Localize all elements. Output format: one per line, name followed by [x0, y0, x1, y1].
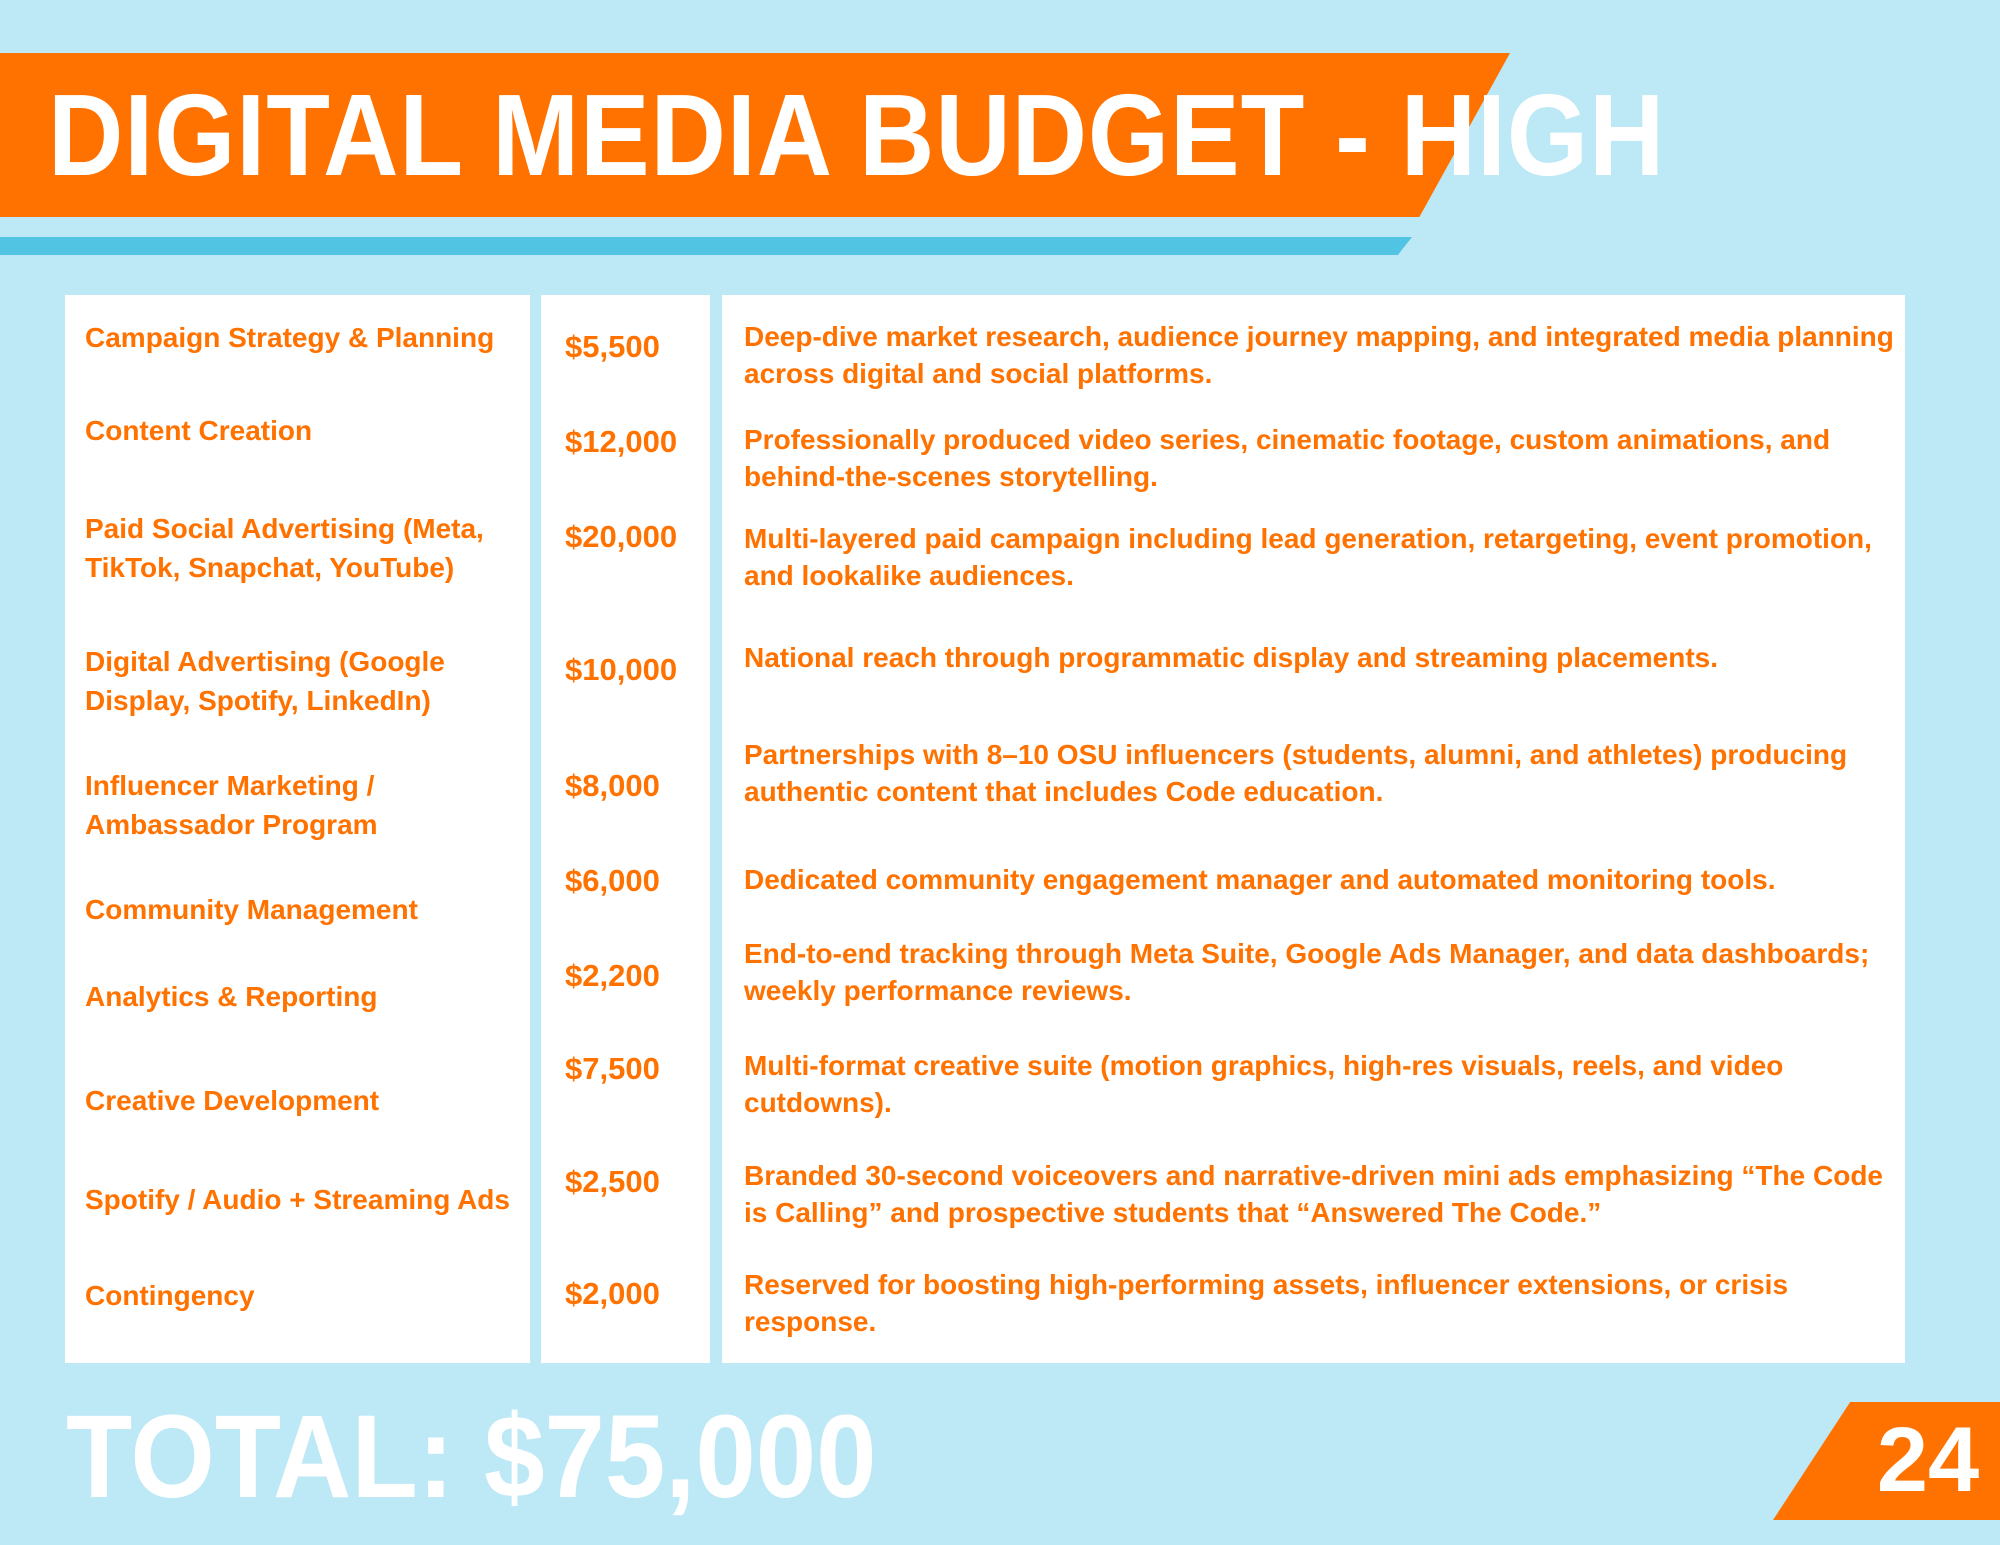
budget-description: Multi-format creative suite (motion graphics, high-res visuals, reels, and video cutdowns). — [744, 1050, 1784, 1118]
budget-category: Contingency — [85, 1280, 255, 1311]
budget-amount: $2,500 — [565, 1164, 660, 1199]
total-amount: TOTAL: $75,000 — [66, 1391, 877, 1523]
budget-category: Community Management — [85, 894, 418, 925]
budget-description: Partnerships with 8–10 OSU influencers (students, alumni, and athletes) producing authentic content that includes Code education. — [744, 739, 1848, 807]
budget-amount: $7,500 — [565, 1051, 660, 1086]
budget-category: Influencer Marketing / Ambassador Program — [85, 770, 378, 840]
budget-description: Reserved for boosting high-performing assets, influencer extensions, or crisis response. — [744, 1269, 1789, 1337]
budget-amount: $20,000 — [565, 519, 678, 554]
budget-amount: $8,000 — [565, 768, 660, 803]
budget-description: Deep-dive market research, audience journey mapping, and integrated media planning across digital and social platforms. — [744, 321, 1894, 389]
budget-amount: $5,500 — [565, 329, 660, 364]
budget-category: Spotify / Audio + Streaming Ads — [85, 1184, 510, 1215]
budget-category: Campaign Strategy & Planning — [85, 322, 495, 353]
budget-amount: $10,000 — [565, 652, 678, 687]
budget-category: Paid Social Advertising (Meta, TikTok, Snapchat, YouTube) — [85, 513, 484, 583]
title-underline-stripe — [0, 237, 1412, 255]
budget-description: Multi-layered paid campaign including lead generation, retargeting, event promotion, and lookalike audiences. — [744, 523, 1872, 591]
budget-category: Analytics & Reporting — [85, 981, 378, 1012]
budget-amount: $12,000 — [565, 424, 678, 459]
budget-amount: $6,000 — [565, 863, 660, 898]
page-number: 24 — [1876, 1409, 1980, 1511]
budget-amount: $2,200 — [565, 958, 660, 993]
budget-description: Professionally produced video series, cinematic footage, custom animations, and behind-the-scenes storytelling. — [744, 424, 1831, 492]
budget-description: End-to-end tracking through Meta Suite, Google Ads Manager, and data dashboards; weekly performance reviews. — [744, 938, 1870, 1006]
budget-category: Content Creation — [85, 415, 313, 446]
budget-description: Branded 30-second voiceovers and narrative-driven mini ads emphasizing “The Code is Calling” and prospective students that “Answered The Code.” — [744, 1160, 1883, 1228]
budget-amount: $2,000 — [565, 1276, 660, 1311]
budget-description: Dedicated community engagement manager and automated monitoring tools. — [744, 864, 1776, 895]
budget-category: Creative Development — [85, 1085, 380, 1116]
budget-description: National reach through programmatic display and streaming placements. — [744, 642, 1719, 673]
page-title: DIGITAL MEDIA BUDGET - HIGH — [48, 70, 1666, 200]
budget-category: Digital Advertising (Google Display, Spotify, LinkedIn) — [85, 646, 445, 716]
